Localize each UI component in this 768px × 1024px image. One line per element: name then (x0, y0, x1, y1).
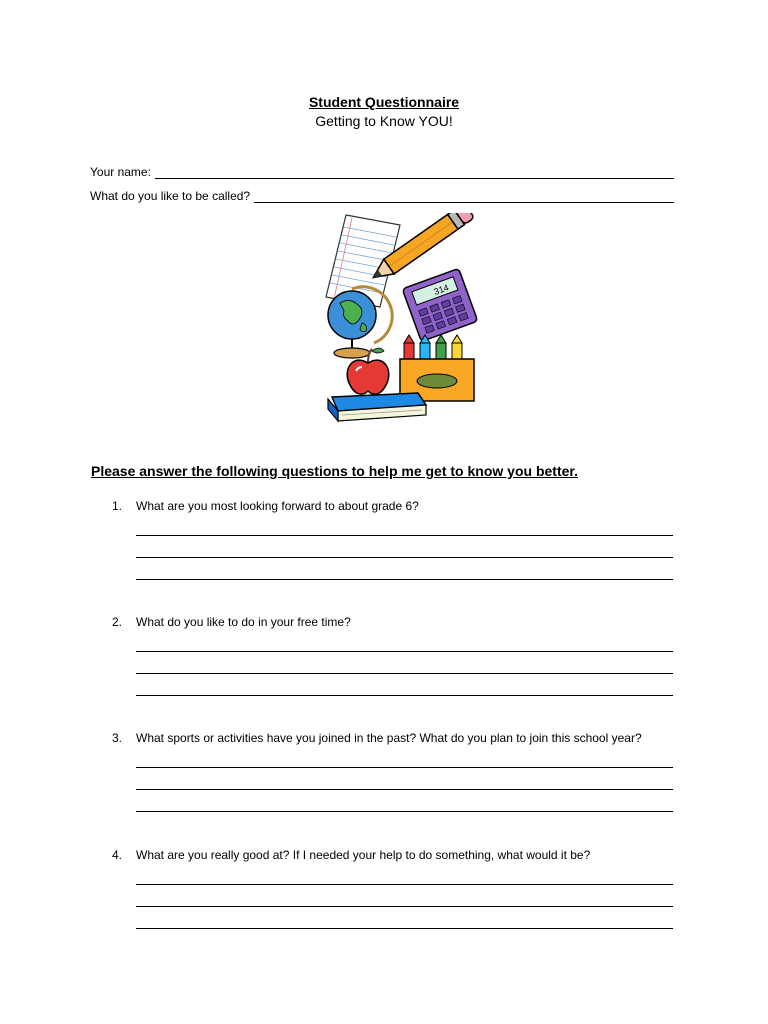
answer-line[interactable] (136, 811, 673, 812)
name-field[interactable] (90, 165, 674, 179)
calculator-icon (402, 268, 478, 341)
question-text: What are you most looking forward to about grade 6? (136, 499, 419, 513)
answer-line[interactable] (136, 557, 673, 558)
answer-line[interactable] (136, 789, 673, 790)
answer-line[interactable] (136, 767, 673, 768)
answer-line[interactable] (136, 695, 673, 696)
page-title: Student Questionnaire (308, 94, 460, 110)
calculator-display: 314 (432, 282, 451, 297)
answer-line[interactable] (136, 579, 673, 580)
name-blank-line[interactable] (155, 167, 674, 179)
question-number: 3. (112, 731, 123, 745)
book-icon (328, 393, 426, 421)
school-supplies-clipart (322, 213, 482, 423)
name-label: Your name: (90, 165, 151, 179)
answer-line[interactable] (136, 673, 673, 674)
question-number: 4. (112, 848, 123, 862)
answer-line[interactable] (136, 906, 673, 907)
page-subtitle: Getting to Know YOU! (315, 113, 453, 129)
answer-line[interactable] (136, 884, 673, 885)
question-text: What sports or activities have you joined in the past? What do you plan to join this school year? (136, 731, 642, 745)
answer-line[interactable] (136, 535, 673, 536)
question-text: What do you like to do in your free time? (136, 615, 351, 629)
answer-line[interactable] (136, 651, 673, 652)
nickname-blank-line[interactable] (254, 191, 674, 203)
instructions: Please answer the following questions to help me get to know you better. (91, 463, 578, 479)
answer-line[interactable] (136, 928, 673, 929)
question-text: What are you really good at? If I needed your help to do something, what would it be? (136, 848, 591, 862)
crayon-box-icon (400, 335, 474, 401)
question-number: 1. (112, 499, 123, 513)
nickname-label: What do you like to be called? (90, 189, 251, 203)
nickname-field[interactable] (90, 189, 674, 203)
question-number: 2. (112, 615, 123, 629)
